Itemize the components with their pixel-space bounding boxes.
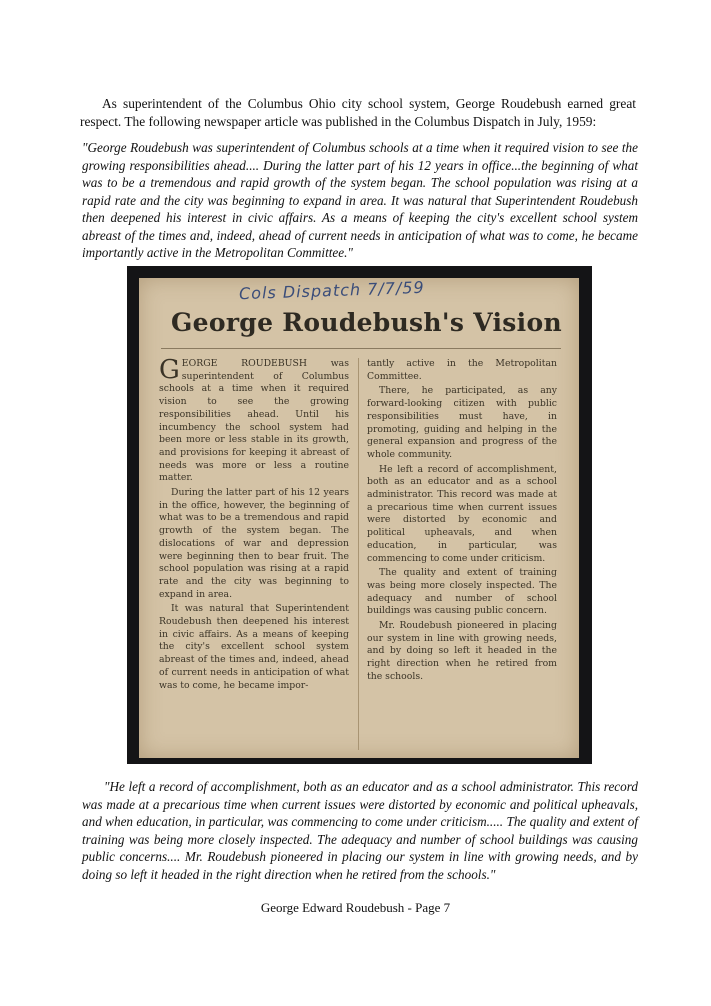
page-caption: George Edward Roudebush - Page 7 <box>260 900 451 915</box>
clipping-paragraph: During the latter part of his 12 years in the office, however, the beginning of what was to be a tremendous and rapid growth of the system began. The dislocations of war and depression were beginning then to bear fruit. The school population was rising at a rapid rate and the city was beginning to expand in area. <box>159 487 349 600</box>
intro-paragraph: As superintendent of the Columbus Ohio city school system, George Roudebush earned great respect. The following newspaper article was published in the Columbus Dispatch in July, 1959: <box>80 96 636 129</box>
article-quote-closing: "He left a record of accomplishment, both as an educator and as a school administrator. This record was made at a precarious time when current issues were distorted by economic and political upheavals, and when education, in particular, was commencing to come under criticism..... The quality and extent of training was being more closely inspected. The adequacy and number of school buildings was causing public concerns.... Mr. Roudebush pioneered in placing our system in line with growing needs, and by doing so left it headed in the right direction when he retired from the schools." <box>82 779 638 882</box>
headline-rule <box>161 348 561 349</box>
clipping-paragraph: GEORGE ROUDEBUSH was superintendent of Columbus schools at a time when it required vision to see the growing responsibilities ahead. Until his incumbency the school system had been more or less stable in its growth, and provisions for keeping it abreast of needs was more or less a routine matter. <box>159 355 349 484</box>
clipping-paragraph: There, he participated, as any forward-looking citizen with public responsibilities must have, in promoting, guiding and helping in the general expansion and progress of the whole community. <box>367 385 557 460</box>
clipping-headline: George Roudebush's Vision <box>171 308 562 337</box>
clipping-paragraph: The quality and extent of training was being more closely inspected. The adequacy and number of school buildings was causing public concern. <box>367 567 557 617</box>
clipping-left-column <box>159 355 349 694</box>
newspaper-clipping <box>139 278 579 758</box>
handwritten-annotation: Cols Dispatch 7/7/59 <box>238 277 425 304</box>
article-quote-excerpt: "George Roudebush was superintendent of Columbus schools at a time when it required vision to see the growing responsibilities ahead.... During the latter part of his 12 years in office...the beginning of what was to be a tremendous and rapid growth of the system began. The school population was rising at a rapid rate and the city was beginning to expand in area. It was natural that Superintendent Roudebush then deepened his interest in civic affairs. As a means of keeping the city's excellent school system abreast of the times and, indeed, ahead of current needs in anticipation of what was to come, he became importantly active in the Metropolitan Committee." <box>82 140 638 260</box>
column-divider <box>358 358 359 750</box>
clipping-paragraph: He left a record of accomplishment, both as an educator and as a school administrator. This record was made at a precarious time when current issues were distorted by economic and political upheavals, and when education, in particular, was commencing to come under criticism. <box>367 463 557 564</box>
clipping-paragraph: Mr. Roudebush pioneered in placing our system in line with growing needs, and by doing so left it headed in the right direction when he retired from the schools. <box>367 620 557 682</box>
clipping-right-column <box>367 358 557 686</box>
newspaper-clipping-photo <box>127 266 592 764</box>
drop-cap: G <box>159 355 180 385</box>
clipping-paragraph: tantly active in the Metropolitan Committee. <box>367 358 557 382</box>
clipping-paragraph: It was natural that Superintendent Roudebush then deepened his interest in civic affairs. As a means of keeping the city's excellent school system abreast of the times and, indeed, ahead of current needs in anticipation of what was to come, he became impor- <box>159 603 349 691</box>
